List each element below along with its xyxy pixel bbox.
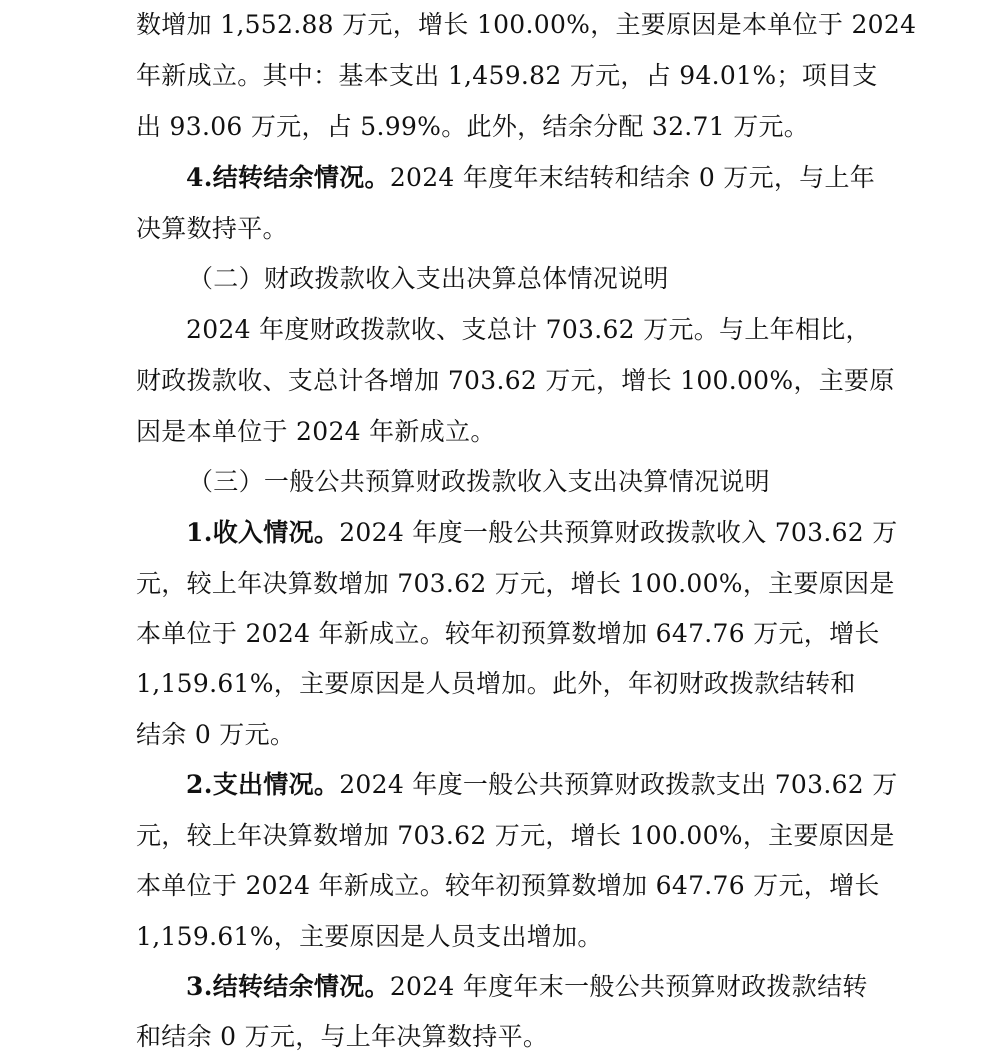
paragraph-line: 本单位于 2024 年新成立。较年初预算数增加 647.76 万元，增长 [136,619,880,648]
section-heading-carryover: 4.结转结余情况。 [186,163,390,192]
paragraph-line: 元，较上年决算数增加 703.62 万元，增长 100.00%，主要原因是 [136,569,895,598]
paragraph-line: 1,159.61%，主要原因是人员支出增加。 [136,922,603,951]
paragraph-line [186,768,898,802]
subsection-heading-2: （二）财政拨款收入支出决算总体情况说明 [188,264,669,293]
paragraph-text: 2024 年度一般公共预算财政拨款收入 703.62 万 [339,518,898,547]
paragraph-line: 数增加 1,552.88 万元，增长 100.00%，主要原因是本单位于 2024 [136,10,917,39]
paragraph-text: 2024 年度年末一般公共预算财政拨款结转 [389,972,868,1001]
paragraph-line: 结余 0 万元。 [136,720,296,749]
paragraph-line: 因是本单位于 2024 年新成立。 [136,417,496,446]
section-heading-expenditure: 2.支出情况。 [186,770,340,799]
paragraph-line [186,970,868,1004]
paragraph-line: 元，较上年决算数增加 703.62 万元，增长 100.00%，主要原因是 [136,821,895,850]
paragraph-text: 2024 年度年末结转和结余 0 万元，与上年 [389,163,876,192]
paragraph-line [186,516,898,550]
paragraph-line [186,161,875,195]
paragraph-line: 决算数持平。 [136,214,288,243]
section-heading-carryover-general: 3.结转结余情况。 [186,972,390,1001]
paragraph-line: 本单位于 2024 年新成立。较年初预算数增加 647.76 万元，增长 [136,871,880,900]
paragraph-line: 年新成立。其中：基本支出 1,459.82 万元，占 94.01%；项目支 [136,61,878,90]
paragraph-line: 出 93.06 万元，占 5.99%。此外，结余分配 32.71 万元。 [136,112,810,141]
paragraph-line: 2024 年度财政拨款收、支总计 703.62 万元。与上年相比， [186,315,871,344]
section-heading-income: 1.收入情况。 [186,518,340,547]
subsection-heading-3: （三）一般公共预算财政拨款收入支出决算情况说明 [188,467,770,496]
paragraph-line: 财政拨款收、支总计各增加 703.62 万元，增长 100.00%，主要原 [136,366,895,395]
paragraph-text: 2024 年度一般公共预算财政拨款支出 703.62 万 [339,770,898,799]
paragraph-line: 和结余 0 万元，与上年决算数持平。 [136,1022,549,1051]
paragraph-line: 1,159.61%，主要原因是人员增加。此外，年初财政拨款结转和 [136,669,856,698]
